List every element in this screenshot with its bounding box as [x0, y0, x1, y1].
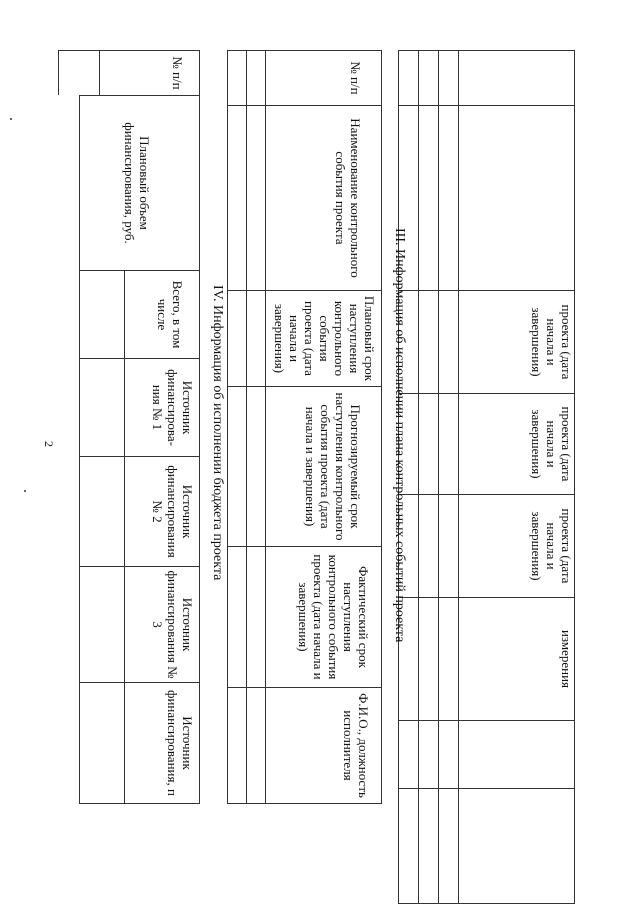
header-number: № п/п — [266, 51, 382, 106]
scan-speck — [24, 490, 26, 492]
control-events-table — [227, 50, 382, 804]
table-row — [247, 51, 266, 804]
header-source-1: Источник финансирова-ния № 1 — [125, 359, 200, 457]
previous-header-cell — [459, 721, 575, 789]
previous-header-cell: проекта (дата начала и завершения) — [459, 495, 575, 598]
table-row — [419, 51, 439, 904]
previous-header-cell — [459, 106, 575, 291]
budget-table — [79, 95, 200, 804]
previous-header-cell — [459, 789, 575, 904]
header-source-2: Источник финансирования № 2 — [125, 457, 200, 567]
previous-header-cell — [459, 51, 575, 106]
section4-title: IV. Информация об исполнении бюджета проекта — [210, 285, 225, 581]
header-source-n: Источник финансирования, п — [125, 683, 200, 804]
page-number: 2 — [42, 441, 56, 447]
header-event-name: Наименование контрольного события проекта — [266, 106, 382, 291]
header-executor: Ф.И.О., должность исполнителя — [266, 688, 382, 804]
header-forecast-date: Прогнозируемый срок наступления контрольного события проекта (дата начала и завершения) — [266, 387, 382, 547]
previous-header-cell: проекта (дата начала и завершения) — [459, 394, 575, 495]
header-actual-date: Фактический срок наступления контрольного события проекта (дата начала и завершения) — [266, 547, 382, 688]
header-source-3: Источник финансирования № 3 — [125, 567, 200, 683]
previous-header-cell: проекта (дата начала и завершения) — [459, 291, 575, 394]
previous-table — [398, 50, 575, 904]
budget-number-column — [58, 50, 200, 95]
table-row — [228, 51, 247, 804]
previous-header-cell: измерения — [459, 598, 575, 721]
budget-header-number: № п/п — [100, 51, 200, 96]
header-total: Всего, в том числе — [125, 271, 200, 359]
table-row — [439, 51, 459, 904]
header-planned-date: Плановый срок наступления контрольного события проекта (дата начала и завершения) — [266, 291, 382, 387]
scan-speck — [10, 118, 12, 120]
header-planned-volume: Плановый объем финансирования, руб. — [80, 96, 200, 271]
section3-title: III. Информация об исполнении плана контрольных событий проекта — [392, 228, 407, 643]
